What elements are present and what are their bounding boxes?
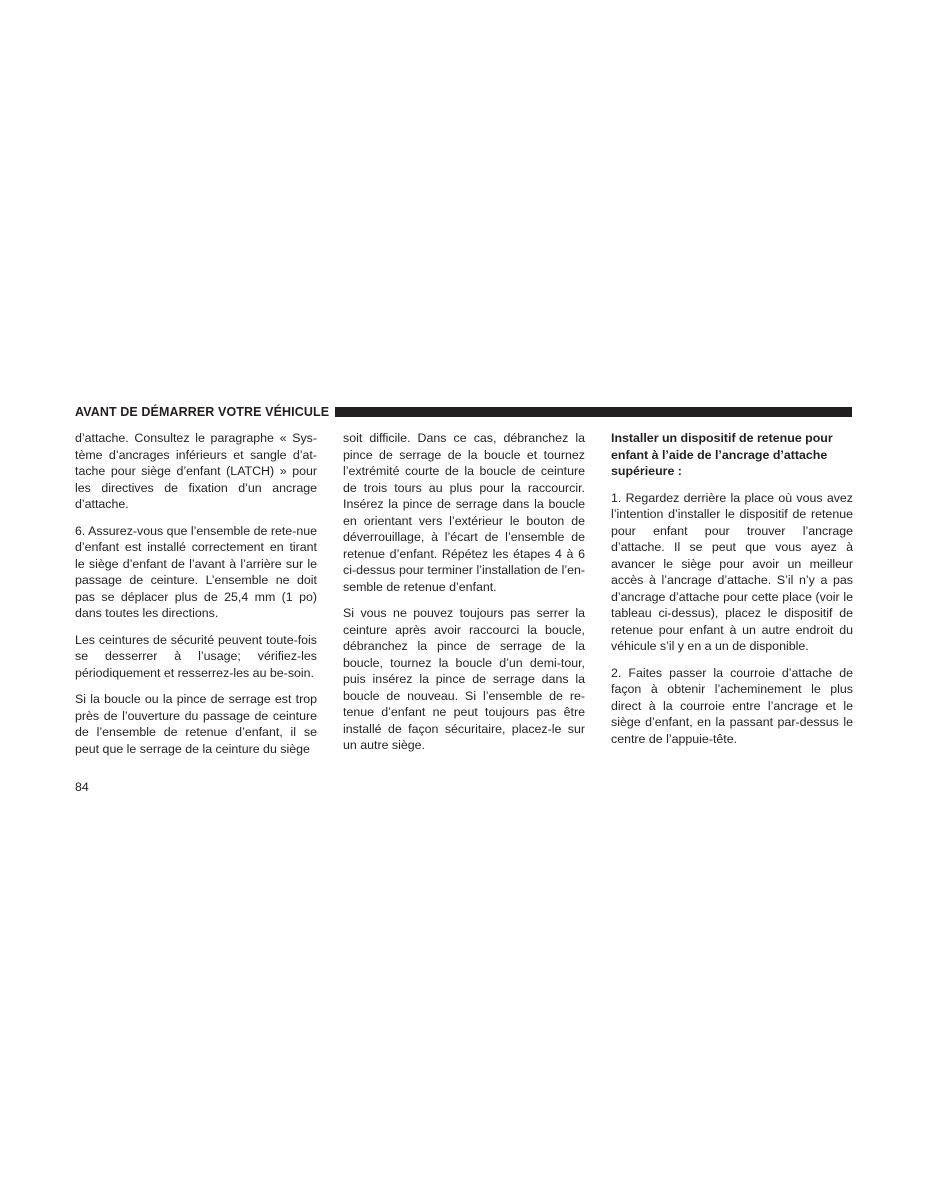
- section-title: AVANT DE DÉMARRER VOTRE VÉHICULE: [75, 405, 330, 419]
- page-number: 84: [75, 780, 89, 794]
- section-header: [75, 403, 852, 421]
- text-column-1: [75, 430, 317, 767]
- paragraph: Les ceintures de sécurité peuvent toute-fois se desserrer à l’usage; vérifiez-les périodiquement et resserrez-les au be-soin.: [75, 632, 317, 680]
- text-column-3: [611, 430, 853, 757]
- paragraph: Si vous ne pouvez toujours pas serrer la ceinture après avoir raccourci la boucle, débranchez la pince de serrage de la boucle, tournez la boucle d’un demi-tour, puis insérez la pince de serrage dans la boucle de nouveau. Si l’ensemble de re-tenue d’enfant ne peut toujours pas être installé de façon sécuritaire, placez-le sur un autre siège.: [343, 606, 585, 752]
- paragraph: 6. Assurez-vous que l’ensemble de rete-nue d’enfant est installé correctement en tirant le siège d’enfant de l’avant à l’arrière sur le passage de ceinture. L’ensemble ne doit pas se déplacer plus de 25,4 mm (1 po) dans toutes les directions.: [75, 523, 317, 620]
- paragraph: Si la boucle ou la pince de serrage est trop près de l’ouverture du passage de ceinture de l’ensemble de retenue d’enfant, il se peut que le serrage de la ceinture du siège: [75, 692, 317, 756]
- paragraph: soit difficile. Dans ce cas, débranchez la pince de serrage de la boucle et tournez l’extrémité courte de la boucle de ceinture de trois tours au plus pour la raccourcir. Insérez la pince de serrage dans la boucle en orientant vers l’extérieur le bouton de déverrouillage, à l’écart de l’ensemble de retenue d’enfant. Répétez les étapes 4 à 6 ci-dessus pour terminer l’installation de l’en-semble de retenue d’enfant.: [343, 431, 585, 594]
- paragraph: 1. Regardez derrière la place où vous avez l’intention d’installer le dispositif de retenue pour enfant pour trouver l’ancrage d’attache. Il se peut que vous ayez à avancer le siège pour avoir un meilleur accès à l’ancrage d’attache. S’il n’y a pas d’ancrage d’attache pour cette place (voir le tableau ci-dessus), placez le dispositif de retenue pour enfant à un autre endroit du véhicule s’il y en a un de disponible.: [611, 490, 853, 653]
- text-column-2: [343, 430, 585, 764]
- header-rule: [335, 407, 852, 417]
- paragraph: 2. Faites passer la courroie d’attache de façon à obtenir l’acheminement le plus direct à la courroie entre l’ancrage et le siège d’enfant, en la passant par-dessus le centre de l’appuie-tête.: [611, 665, 853, 746]
- subsection-heading: Installer un dispositif de retenue pour enfant à l’aide de l’ancrage d’attache supérieure :: [611, 431, 833, 478]
- paragraph: d’attache. Consultez le paragraphe « Sys-tème d’ancrages inférieurs et sangle d’at-tache pour siège d’enfant (LATCH) » pour les directives de fixation d’un ancrage d’attache.: [75, 431, 317, 511]
